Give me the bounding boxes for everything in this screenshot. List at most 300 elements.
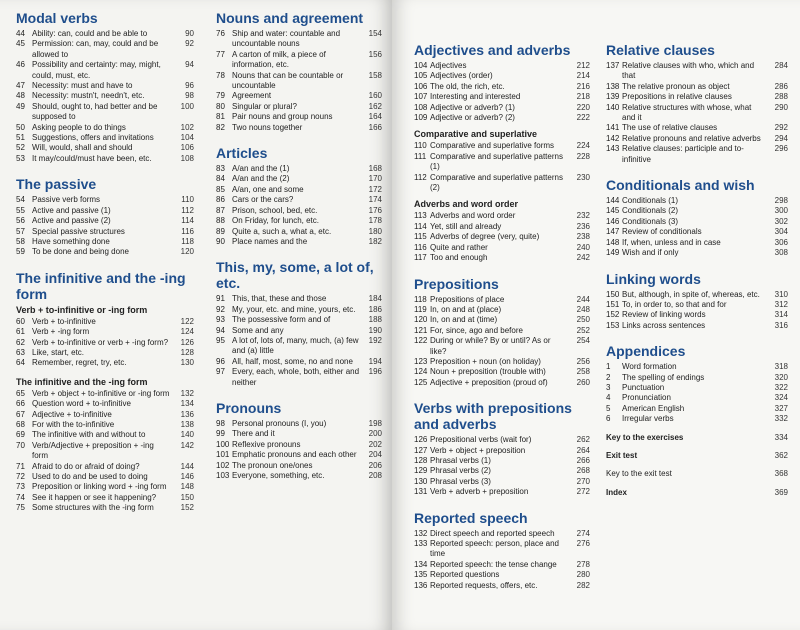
unit-title: Too and enough: [430, 253, 488, 263]
page-number: 150: [180, 492, 194, 502]
toc-entry[interactable]: [606, 373, 788, 383]
toc-entry[interactable]: [414, 539, 590, 560]
toc-entry[interactable]: [414, 446, 590, 456]
toc-entry[interactable]: [216, 336, 382, 357]
page-number: 162: [368, 101, 382, 111]
toc-entry[interactable]: [216, 294, 382, 304]
toc-entry[interactable]: [414, 466, 590, 476]
unit-number: 99: [216, 429, 225, 439]
page-number: 120: [180, 247, 194, 257]
toc-entry[interactable]: [606, 92, 788, 102]
toc-entry[interactable]: [606, 238, 788, 248]
toc-entry[interactable]: [414, 61, 590, 71]
toc-entry[interactable]: [606, 414, 788, 424]
unit-number: 149: [606, 248, 620, 258]
page-number: 144: [180, 461, 194, 471]
toc-entry[interactable]: [16, 154, 194, 164]
page-number: 138: [180, 419, 194, 429]
unit-number: 128: [414, 455, 428, 465]
page-number: 188: [368, 315, 382, 325]
toc-entry[interactable]: [16, 29, 194, 39]
page-number: 244: [576, 294, 590, 304]
toc-entry[interactable]: [16, 493, 194, 503]
page-number: 282: [576, 580, 590, 590]
toc-entry[interactable]: [414, 487, 590, 497]
unit-number: 60: [16, 316, 25, 326]
unit-number: 65: [16, 388, 25, 398]
unit-number: 48: [16, 91, 25, 101]
unit-title: Relative structures with whose, what and it: [622, 102, 752, 123]
toc-entry[interactable]: [16, 247, 194, 257]
section-heading: Modal verbs: [16, 10, 98, 26]
unit-title: Two nouns together: [232, 122, 303, 132]
unit-title: A lot of, lots of, many, much, (a) few and (a) little: [232, 335, 359, 356]
unit-title: Comparative and superlative forms: [430, 141, 555, 151]
page-number: 362: [774, 450, 788, 460]
unit-title: The use of relative clauses: [622, 123, 718, 133]
toc-entry[interactable]: [414, 305, 590, 315]
toc-entry[interactable]: [216, 237, 382, 247]
toc-entry[interactable]: [606, 488, 788, 498]
toc-entry[interactable]: [414, 295, 590, 305]
toc-entry[interactable]: [16, 102, 194, 123]
section-heading: Linking words: [606, 270, 701, 287]
toc-entry[interactable]: [414, 173, 590, 194]
toc-entry[interactable]: [414, 222, 590, 232]
page-number: 268: [576, 466, 590, 476]
unit-title: Pair nouns and group nouns: [232, 112, 333, 122]
toc-entry[interactable]: [414, 141, 590, 151]
toc-entry[interactable]: [216, 123, 382, 133]
toc-entry[interactable]: [216, 216, 382, 226]
left-column-1: [16, 10, 194, 514]
toc-entry[interactable]: [16, 206, 194, 216]
unit-title: Adjectives: [430, 61, 467, 70]
unit-title: Reported questions: [430, 570, 500, 580]
page-number: 136: [180, 409, 194, 419]
page-number: 142: [180, 440, 194, 450]
unit-number: 51: [16, 133, 25, 143]
toc-entry[interactable]: [414, 529, 590, 539]
toc-entry[interactable]: [606, 290, 788, 300]
toc-entry[interactable]: [606, 362, 788, 372]
toc-entry[interactable]: [606, 321, 788, 331]
unit-title: Necessity: mustn't, needn't, etc.: [32, 91, 145, 101]
unit-title: The old, the rich, etc.: [430, 81, 505, 91]
page-number: 292: [774, 123, 788, 133]
toc-entry[interactable]: [216, 185, 382, 195]
toc-entry[interactable]: [414, 82, 590, 92]
page-number: 270: [576, 476, 590, 486]
unit-title: But, although, in spite of, whereas, etc.: [622, 289, 760, 299]
unit-number: 109: [414, 113, 428, 123]
toc-entry[interactable]: [414, 570, 590, 580]
unit-title: Some structures with the -ing form: [32, 503, 154, 513]
page-number: 156: [368, 49, 382, 59]
page-number: 332: [774, 414, 788, 424]
toc-entry[interactable]: [606, 469, 788, 479]
page-number: 276: [576, 539, 590, 548]
toc-entry[interactable]: [606, 206, 788, 216]
toc-entry[interactable]: [414, 92, 590, 102]
toc-entry[interactable]: [16, 389, 194, 399]
unit-number: 68: [16, 419, 25, 429]
unit-number: 52: [16, 143, 25, 153]
unit-title: Verb/Adjective + preposition + -ing form: [32, 440, 154, 461]
toc-entry[interactable]: [216, 112, 382, 122]
page-number: 140: [180, 430, 194, 440]
unit-title: Used to do and be used to doing: [32, 472, 148, 481]
unit-title: Verb + object + preposition: [430, 445, 526, 455]
unit-number: 77: [216, 49, 225, 59]
toc-entry[interactable]: [606, 61, 788, 82]
toc-entry[interactable]: [216, 102, 382, 112]
toc-entry[interactable]: [606, 383, 788, 393]
unit-title: Irregular verbs: [622, 414, 674, 424]
section-heading: The passive: [16, 176, 97, 193]
unit-title: It may/could/must have been, etc.: [32, 153, 152, 163]
unit-number: 82: [216, 122, 225, 132]
unit-title: Verb + to-infinitive: [32, 316, 96, 326]
unit-number: 67: [16, 409, 25, 419]
toc-entry[interactable]: [216, 227, 382, 237]
toc-entry[interactable]: [16, 123, 194, 133]
unit-title: Relative clauses: participle and to-infinitive: [622, 144, 744, 164]
unit-title: Phrasal verbs (3): [430, 476, 491, 486]
toc-entry[interactable]: [216, 450, 382, 460]
unit-title: Active and passive (1): [32, 205, 111, 215]
page-number: 298: [774, 196, 788, 206]
page-number: 160: [368, 91, 382, 101]
toc-entry[interactable]: [414, 581, 590, 591]
page-number: 108: [180, 153, 194, 163]
unit-number: 101: [216, 450, 230, 460]
unit-title: Verb + adverb + preposition: [430, 487, 529, 497]
toc-entry[interactable]: [216, 471, 382, 481]
toc-entry[interactable]: [216, 461, 382, 471]
unit-number: 136: [414, 580, 428, 590]
toc-entry[interactable]: [216, 164, 382, 174]
page-number: 214: [576, 71, 590, 81]
unit-number: 96: [216, 356, 225, 366]
toc-entry[interactable]: [16, 91, 194, 101]
page-number: 322: [774, 382, 788, 392]
page-number: 260: [576, 377, 590, 387]
page-number: 272: [576, 487, 590, 497]
page-number: 300: [774, 206, 788, 216]
toc-entry[interactable]: [606, 217, 788, 227]
unit-title: Conditionals (3): [622, 216, 679, 226]
unit-title: Quite a, such a, what a, etc.: [232, 226, 332, 236]
unit-title: Wish and if only: [622, 248, 679, 258]
page-number: 184: [368, 294, 382, 304]
page-number: 148: [180, 482, 194, 492]
unit-title: Adjective or adverb? (2): [430, 113, 515, 123]
page-number: 302: [774, 216, 788, 226]
unit-number: 100: [216, 439, 230, 449]
unit-number: 6: [606, 414, 611, 424]
toc-entry[interactable]: [606, 103, 788, 124]
page-number: 314: [774, 310, 788, 320]
toc-entry[interactable]: [606, 134, 788, 144]
toc-entry[interactable]: [414, 232, 590, 242]
page-number: 202: [368, 439, 382, 449]
unit-title: Passive verb forms: [32, 195, 101, 205]
unit-title: Question word + to-infinitive: [32, 399, 131, 409]
toc-entry[interactable]: [414, 560, 590, 570]
toc-entry[interactable]: [216, 440, 382, 450]
unit-number: 125: [414, 377, 428, 387]
toc-entry[interactable]: [216, 91, 382, 101]
toc-entry[interactable]: [414, 456, 590, 466]
toc-entry[interactable]: [606, 144, 788, 165]
toc-entry[interactable]: [16, 420, 194, 430]
toc-entry[interactable]: [414, 71, 590, 81]
toc-entry[interactable]: [16, 348, 194, 358]
page-number: 122: [180, 316, 194, 326]
toc-entry[interactable]: [414, 336, 590, 357]
page-number: 194: [368, 356, 382, 366]
page-number: 92: [185, 39, 194, 49]
page-number: 218: [576, 92, 590, 102]
unit-title: Personal pronouns (I, you): [232, 418, 327, 428]
unit-number: 80: [216, 101, 225, 111]
unit-title: To, in order to, so that and for: [622, 299, 727, 309]
section-heading: Appendices: [606, 343, 686, 360]
unit-number: 93: [216, 315, 225, 325]
page-number: 296: [774, 144, 788, 154]
section-heading: This, my, some, a lot of, etc.: [216, 259, 374, 292]
unit-title: Have something done: [32, 236, 110, 246]
toc-entry[interactable]: [606, 227, 788, 237]
toc-entry[interactable]: [16, 60, 194, 81]
unit-title: All, half, most, some, no and none: [232, 356, 353, 366]
toc-entry[interactable]: [414, 103, 590, 113]
toc-entry[interactable]: [606, 393, 788, 403]
toc-entry[interactable]: [414, 435, 590, 445]
subsection-heading: Adverbs and word order: [414, 199, 519, 210]
toc-entry[interactable]: [216, 71, 382, 92]
toc-entry[interactable]: [606, 404, 788, 414]
toc-entry[interactable]: [16, 327, 194, 337]
toc-entry[interactable]: [414, 152, 590, 173]
unit-title: Remember, regret, try, etc.: [32, 358, 127, 368]
unit-title: There and it: [232, 429, 275, 439]
unit-number: 148: [606, 237, 620, 247]
unit-title: Emphatic pronouns and each other: [232, 450, 357, 460]
unit-title: Yet, still and already: [430, 221, 502, 231]
toc-entry[interactable]: [414, 211, 590, 221]
section-heading: Adjectives and adverbs: [414, 42, 571, 58]
toc-entry[interactable]: [606, 310, 788, 320]
unit-title: This, that, these and those: [232, 294, 327, 304]
toc-entry[interactable]: [216, 315, 382, 325]
unit-number: 62: [16, 337, 25, 347]
unit-number: 134: [414, 559, 428, 569]
unit-number: 71: [16, 461, 25, 471]
unit-number: 84: [216, 174, 225, 184]
toc-entry[interactable]: [414, 367, 590, 377]
unit-title: Suggestions, offers and invitations: [32, 133, 154, 143]
unit-number: 1: [606, 362, 611, 372]
section-heading: Pronouns: [216, 399, 282, 416]
section-heading: Nouns and agreement: [216, 10, 364, 26]
unit-number: 85: [216, 184, 225, 194]
unit-number: 129: [414, 466, 428, 476]
unit-title: Interesting and interested: [430, 92, 521, 102]
unit-title: My, your, etc. and mine, yours, etc.: [232, 304, 356, 314]
toc-entry[interactable]: [16, 81, 194, 91]
unit-number: 116: [414, 242, 427, 252]
toc-entry[interactable]: [16, 227, 194, 237]
unit-number: 123: [414, 356, 428, 366]
unit-title: Asking people to do things: [32, 122, 126, 132]
page-number: 106: [180, 143, 194, 153]
unit-number: 47: [16, 81, 25, 91]
toc-entry[interactable]: [16, 317, 194, 327]
unit-number: 54: [16, 195, 25, 205]
toc-entry[interactable]: [414, 326, 590, 336]
toc-entry[interactable]: [216, 419, 382, 429]
unit-title: Possibility and certainty: may, might, could, must, etc.: [32, 60, 161, 80]
unit-number: 55: [16, 205, 25, 215]
unit-title: Punctuation: [622, 382, 665, 392]
toc-entry[interactable]: [16, 472, 194, 482]
toc-entry[interactable]: [414, 357, 590, 367]
toc-entry[interactable]: [16, 195, 194, 205]
page-number: 228: [576, 151, 590, 161]
section-heading: Articles: [216, 145, 268, 162]
page-number: 262: [576, 435, 590, 445]
unit-number: 121: [414, 325, 428, 335]
unit-title: Active and passive (2): [32, 216, 111, 226]
unit-number: 118: [414, 294, 427, 304]
unit-title: Nouns that can be countable or uncountable: [232, 70, 344, 91]
toc-entry[interactable]: [414, 315, 590, 325]
unit-number: 141: [606, 123, 620, 133]
page-number: 216: [576, 81, 590, 91]
page-number: 327: [774, 403, 788, 413]
unit-title: Phrasal verbs (1): [430, 455, 491, 465]
toc-entry[interactable]: [216, 29, 382, 50]
toc-entry[interactable]: [606, 451, 788, 461]
toc-entry[interactable]: [16, 338, 194, 348]
toc-entry[interactable]: [606, 248, 788, 258]
toc-entry[interactable]: [216, 305, 382, 315]
toc-entry[interactable]: [16, 410, 194, 420]
toc-entry[interactable]: [16, 430, 194, 440]
unit-title: Prepositions of place: [430, 294, 505, 304]
unit-number: 88: [216, 216, 225, 226]
toc-entry[interactable]: [414, 477, 590, 487]
toc-entry[interactable]: [216, 326, 382, 336]
unit-title: Preposition + noun (on holiday): [430, 356, 541, 366]
page-number: 196: [368, 367, 382, 377]
page-number: 192: [368, 335, 382, 345]
toc-entry[interactable]: [414, 378, 590, 388]
page-number: 110: [181, 195, 194, 205]
toc-entry[interactable]: [606, 433, 788, 443]
toc-entry[interactable]: [606, 196, 788, 206]
toc-entry[interactable]: [16, 441, 194, 462]
toc-entry[interactable]: [216, 357, 382, 367]
unit-title: Special passive structures: [32, 226, 125, 236]
toc-entry[interactable]: [16, 482, 194, 492]
toc-entry[interactable]: [16, 503, 194, 513]
toc-entry[interactable]: [216, 206, 382, 216]
page-number: 320: [774, 372, 788, 382]
unit-number: 130: [414, 476, 428, 486]
toc-entry[interactable]: [16, 39, 194, 60]
toc-entry[interactable]: [216, 429, 382, 439]
unit-number: 117: [414, 253, 427, 263]
page-number: 112: [181, 205, 194, 215]
unit-title: Ability: can, could and be able to: [32, 29, 148, 38]
page-number: 130: [180, 358, 194, 368]
right-page: [392, 0, 800, 630]
unit-title: Some and any: [232, 325, 284, 335]
unit-number: 63: [16, 347, 25, 357]
right-column-1: [414, 42, 590, 591]
toc-entry[interactable]: [414, 243, 590, 253]
extra-title: Index: [606, 487, 627, 497]
toc-entry[interactable]: [216, 50, 382, 71]
unit-number: 79: [216, 91, 225, 101]
unit-number: 119: [414, 304, 427, 314]
page-number: 284: [774, 61, 788, 70]
unit-number: 90: [216, 236, 225, 246]
toc-entry[interactable]: [16, 462, 194, 472]
toc-entry[interactable]: [16, 399, 194, 409]
page-number: 264: [576, 445, 590, 455]
unit-number: 53: [16, 153, 25, 163]
unit-title: Ship and water: countable and uncountable nouns: [232, 29, 341, 49]
unit-number: 112: [414, 172, 427, 182]
toc-entry[interactable]: [16, 143, 194, 153]
unit-title: Prepositions in relative clauses: [622, 92, 732, 102]
page-number: 278: [576, 559, 590, 569]
unit-title: A/an and the (1): [232, 164, 290, 174]
toc-entry[interactable]: [16, 358, 194, 368]
unit-number: 108: [414, 102, 428, 112]
unit-number: 75: [16, 503, 25, 513]
toc-entry[interactable]: [216, 174, 382, 184]
toc-entry[interactable]: [606, 123, 788, 133]
toc-entry[interactable]: [216, 195, 382, 205]
left-page: [0, 0, 392, 630]
section-heading: Relative clauses: [606, 42, 715, 58]
toc-entry[interactable]: [16, 216, 194, 226]
unit-number: 5: [606, 403, 611, 413]
toc-entry[interactable]: [16, 237, 194, 247]
unit-title: If, when, unless and in case: [622, 237, 721, 247]
toc-entry[interactable]: [216, 367, 382, 388]
unit-number: 64: [16, 358, 25, 368]
unit-number: 133: [414, 539, 428, 548]
unit-title: Reported requests, offers, etc.: [430, 580, 538, 590]
unit-title: The possessive form and of: [232, 315, 331, 325]
unit-number: 92: [216, 304, 225, 314]
toc-entry[interactable]: [606, 300, 788, 310]
toc-entry[interactable]: [414, 253, 590, 263]
unit-title: Like, start, etc.: [32, 347, 85, 357]
unit-title: A/an and the (2): [232, 174, 290, 184]
toc-entry[interactable]: [16, 133, 194, 143]
unit-title: On Friday, for lunch, etc.: [232, 216, 319, 226]
toc-entry[interactable]: [414, 113, 590, 123]
page-number: 168: [368, 164, 382, 174]
toc-entry[interactable]: [606, 82, 788, 92]
